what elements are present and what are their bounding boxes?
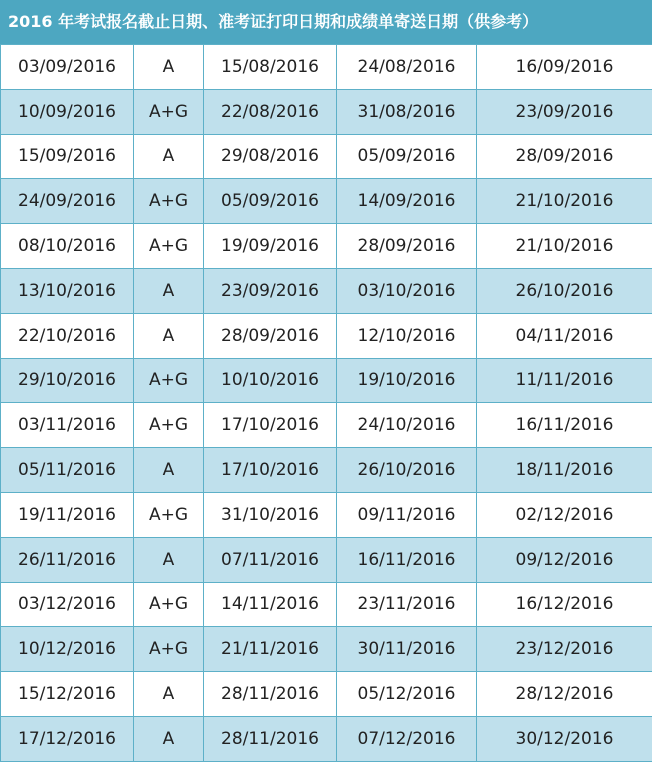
- test-date-cell: 03/12/2016: [1, 582, 134, 627]
- test-date-cell: 15/09/2016: [1, 134, 134, 179]
- test-date-cell: 29/10/2016: [1, 358, 134, 403]
- test-date-cell: 22/10/2016: [1, 313, 134, 358]
- test-date-cell: 17/12/2016: [1, 716, 134, 761]
- print-date-cell: 03/10/2016: [337, 268, 477, 313]
- module-cell: A+G: [134, 358, 204, 403]
- test-date-cell: 08/10/2016: [1, 224, 134, 269]
- registration-deadline-cell: 31/10/2016: [204, 492, 337, 537]
- test-date-cell: 03/09/2016: [1, 45, 134, 90]
- print-date-cell: 19/10/2016: [337, 358, 477, 403]
- report-send-date-cell: 23/12/2016: [477, 627, 652, 672]
- report-send-date-cell: 16/11/2016: [477, 403, 652, 448]
- report-send-date-cell: 11/11/2016: [477, 358, 652, 403]
- registration-deadline-cell: 15/08/2016: [204, 45, 337, 90]
- report-send-date-cell: 02/12/2016: [477, 492, 652, 537]
- module-cell: A: [134, 134, 204, 179]
- report-send-date-cell: 30/12/2016: [477, 716, 652, 761]
- table-row: [1, 134, 652, 179]
- report-send-date-cell: 21/10/2016: [477, 224, 652, 269]
- print-date-cell: 24/10/2016: [337, 403, 477, 448]
- table-row: [1, 224, 652, 269]
- table-row: [1, 492, 652, 537]
- print-date-cell: 14/09/2016: [337, 179, 477, 224]
- registration-deadline-cell: 07/11/2016: [204, 537, 337, 582]
- registration-deadline-cell: 23/09/2016: [204, 268, 337, 313]
- print-date-cell: 05/09/2016: [337, 134, 477, 179]
- table-row: [1, 716, 652, 761]
- test-date-cell: 05/11/2016: [1, 448, 134, 493]
- print-date-cell: 24/08/2016: [337, 45, 477, 90]
- print-date-cell: 16/11/2016: [337, 537, 477, 582]
- test-date-cell: 19/11/2016: [1, 492, 134, 537]
- report-send-date-cell: 21/10/2016: [477, 179, 652, 224]
- module-cell: A+G: [134, 492, 204, 537]
- test-date-cell: 24/09/2016: [1, 179, 134, 224]
- module-cell: A: [134, 672, 204, 717]
- print-date-cell: 23/11/2016: [337, 582, 477, 627]
- table-row: [1, 448, 652, 493]
- table-body: [1, 45, 652, 762]
- registration-deadline-cell: 28/11/2016: [204, 716, 337, 761]
- table-title: 2016 年考试报名截止日期、准考证打印日期和成绩单寄送日期（供参考）: [0, 0, 652, 44]
- module-cell: A+G: [134, 403, 204, 448]
- report-send-date-cell: 26/10/2016: [477, 268, 652, 313]
- test-date-cell: 10/12/2016: [1, 627, 134, 672]
- report-send-date-cell: 04/11/2016: [477, 313, 652, 358]
- table-row: [1, 672, 652, 717]
- print-date-cell: 30/11/2016: [337, 627, 477, 672]
- print-date-cell: 12/10/2016: [337, 313, 477, 358]
- report-send-date-cell: 18/11/2016: [477, 448, 652, 493]
- test-date-cell: 10/09/2016: [1, 89, 134, 134]
- report-send-date-cell: 16/09/2016: [477, 45, 652, 90]
- module-cell: A+G: [134, 224, 204, 269]
- table-row: [1, 89, 652, 134]
- table-row: [1, 582, 652, 627]
- module-cell: A: [134, 45, 204, 90]
- report-send-date-cell: 16/12/2016: [477, 582, 652, 627]
- module-cell: A: [134, 313, 204, 358]
- registration-deadline-cell: 17/10/2016: [204, 448, 337, 493]
- registration-deadline-cell: 14/11/2016: [204, 582, 337, 627]
- module-cell: A+G: [134, 582, 204, 627]
- table-row: [1, 537, 652, 582]
- table-row: [1, 179, 652, 224]
- registration-deadline-cell: 22/08/2016: [204, 89, 337, 134]
- module-cell: A: [134, 268, 204, 313]
- module-cell: A: [134, 448, 204, 493]
- table-row: [1, 268, 652, 313]
- module-cell: A: [134, 716, 204, 761]
- test-date-cell: 13/10/2016: [1, 268, 134, 313]
- registration-deadline-cell: 21/11/2016: [204, 627, 337, 672]
- report-send-date-cell: 09/12/2016: [477, 537, 652, 582]
- registration-deadline-cell: 28/09/2016: [204, 313, 337, 358]
- print-date-cell: 07/12/2016: [337, 716, 477, 761]
- print-date-cell: 26/10/2016: [337, 448, 477, 493]
- table-row: [1, 627, 652, 672]
- registration-deadline-cell: 28/11/2016: [204, 672, 337, 717]
- report-send-date-cell: 23/09/2016: [477, 89, 652, 134]
- report-send-date-cell: 28/12/2016: [477, 672, 652, 717]
- module-cell: A+G: [134, 179, 204, 224]
- print-date-cell: 31/08/2016: [337, 89, 477, 134]
- registration-deadline-cell: 29/08/2016: [204, 134, 337, 179]
- report-send-date-cell: 28/09/2016: [477, 134, 652, 179]
- module-cell: A+G: [134, 89, 204, 134]
- test-date-cell: 15/12/2016: [1, 672, 134, 717]
- print-date-cell: 09/11/2016: [337, 492, 477, 537]
- registration-deadline-cell: 17/10/2016: [204, 403, 337, 448]
- table-row: [1, 358, 652, 403]
- test-date-cell: 03/11/2016: [1, 403, 134, 448]
- registration-deadline-cell: 19/09/2016: [204, 224, 337, 269]
- registration-deadline-cell: 05/09/2016: [204, 179, 337, 224]
- print-date-cell: 28/09/2016: [337, 224, 477, 269]
- schedule-table: [0, 44, 652, 762]
- module-cell: A: [134, 537, 204, 582]
- table-row: [1, 45, 652, 90]
- print-date-cell: 05/12/2016: [337, 672, 477, 717]
- test-date-cell: 26/11/2016: [1, 537, 134, 582]
- table-row: [1, 403, 652, 448]
- registration-deadline-cell: 10/10/2016: [204, 358, 337, 403]
- module-cell: A+G: [134, 627, 204, 672]
- table-row: [1, 313, 652, 358]
